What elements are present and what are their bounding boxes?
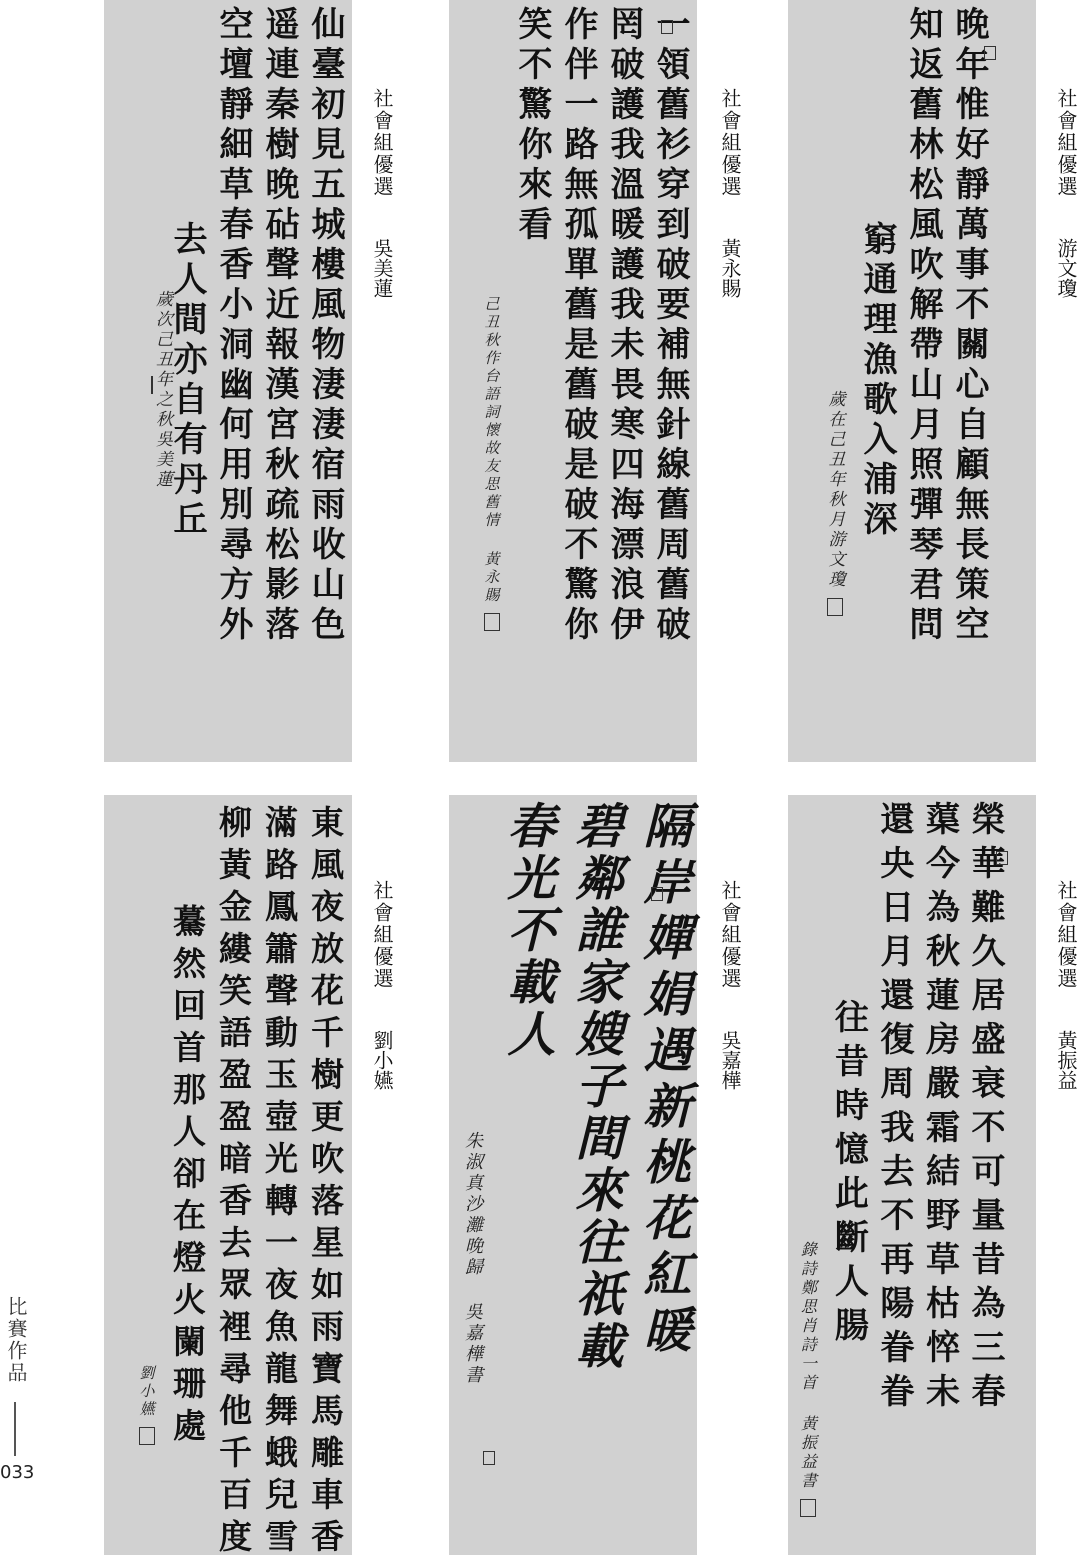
caption-3 [1052, 88, 1078, 298]
calligraphy-column: 隔岸嬋娟遇新桃花紅暖 [635, 801, 691, 1361]
calligraphy-column: 晚年惟好靜萬事不關心自顧無長策空 [949, 6, 989, 646]
caption-author: 吳美蓮 [370, 238, 394, 298]
calligraphy-column [822, 801, 869, 1549]
seal-stamp [661, 20, 673, 34]
inscription-column [136, 805, 158, 1549]
seal-stamp [483, 1451, 495, 1465]
inscription: 歲次己丑年之秋吳美蓮 [152, 290, 172, 490]
calligraphy-text [457, 801, 691, 1549]
caption-author: 黃振益 [1054, 1030, 1078, 1090]
calligraphy-column: 春光不載人 [499, 801, 555, 1061]
caption-2 [716, 88, 745, 298]
calligraphy-column: 蕖今為秋蓮房嚴霜結野草枯悴未 [919, 801, 960, 1417]
caption-group: 社會組優選 [1054, 880, 1078, 990]
section-label: 比賽作品 [4, 1296, 28, 1384]
calligraphy-column: 榮華難久居盛衰不可量昔為三春 [965, 801, 1005, 1417]
calligraphy-column [160, 805, 207, 1549]
calligraphy-column-text: 驀然回首那人卻在燈火闌珊處 [168, 904, 207, 1450]
calligraphy-column [152, 6, 207, 756]
calligraphy-column-text: 往昔時憶此斷人腸 [828, 999, 869, 1351]
calligraphy-column: 還央日月還復周我去不再陽眷眷 [873, 801, 914, 1417]
page-number: 033 [0, 1462, 35, 1483]
calligraphy-text [457, 6, 690, 756]
calligraphy-column: 作伴一路無孤單舊是舊破是破不驚你 [558, 6, 598, 646]
caption-5 [716, 880, 745, 1090]
calligraphy-text [796, 801, 1005, 1549]
caption-group: 社會組優選 [370, 880, 394, 990]
caption-1 [368, 88, 397, 298]
calligraphy-column [850, 6, 897, 756]
inscription-block [459, 1131, 485, 1386]
caption-6 [1052, 880, 1078, 1090]
calligraphy-column: 東風夜放花千樹更吹落星如雨寶馬雕車香 [306, 805, 345, 1561]
inscription: 錄詩鄭思肖詩一首 黃振益書 [798, 1241, 818, 1491]
calligraphy-column-text: 去人間亦自有丹丘 [167, 221, 207, 541]
caption-author: 劉小嬿 [370, 1030, 394, 1090]
inscription: 歲在己丑年秋月游文瓊 [824, 390, 845, 590]
seal-stamp [139, 1427, 155, 1445]
inscription: 劉小嬿 [137, 1365, 156, 1419]
seal-stamp [996, 851, 1008, 865]
calligraphy-column: 笑不驚你來看 [512, 6, 552, 246]
calligraphy-column-text: 窮通理漁歌入浦深 [857, 221, 897, 541]
inscription-column [822, 6, 848, 756]
inscription: 己丑秋作台語詞懷故友思舊情 黃永賜 [482, 296, 501, 605]
calligraphy-column: 知返舊林松風吹解帶山月照彈琴君問 [903, 6, 943, 646]
divider-line [14, 1402, 16, 1456]
seal-stamp [151, 376, 153, 394]
calligraphy-column: 一領舊衫穿到破要補無針線舊周舊破 [650, 6, 690, 646]
artwork-panel-5 [449, 795, 697, 1555]
calligraphy-column: 仙臺初見五城樓風物淒淒宿雨收山色 [305, 6, 345, 646]
inscription-column [481, 6, 503, 756]
artwork-panel-4 [104, 795, 352, 1561]
caption-4 [368, 880, 397, 1090]
caption-author: 游文瓊 [1054, 238, 1078, 298]
caption-author: 黃永賜 [718, 238, 742, 298]
calligraphy-text [112, 6, 345, 756]
seal-stamp [800, 1499, 816, 1517]
caption-group: 社會組優選 [718, 880, 742, 990]
caption-group: 社會組優選 [718, 88, 742, 198]
calligraphy-text [112, 805, 345, 1561]
calligraphy-column: 滿路鳳簫聲動玉壺光轉一夜魚龍舞蛾兒雪 [260, 805, 299, 1561]
artwork-panel-3 [788, 0, 1036, 762]
seal-stamp [484, 613, 500, 631]
seal-stamp [984, 46, 996, 60]
caption-author: 吳嘉樺 [718, 1030, 742, 1090]
artwork-panel-6 [788, 795, 1036, 1555]
calligraphy-column: 碧鄰誰家嫂子間來往祇載 [567, 801, 623, 1373]
artwork-panel-2 [449, 0, 697, 762]
seal-stamp [827, 598, 843, 616]
calligraphy-text [796, 6, 989, 756]
inscription: 朱淑真沙灘晚歸 吳嘉樺書 [462, 1131, 483, 1386]
caption-group: 社會組優選 [370, 88, 394, 198]
seal-stamp [651, 887, 663, 901]
inscription-column [796, 801, 820, 1549]
calligraphy-column: 柳黃金縷笑語盈盈暗香去眾裡尋他千百度 [214, 805, 253, 1561]
calligraphy-column: 遥連秦樹晚砧聲近報漢宮秋疏松影落 [259, 6, 299, 646]
caption-group: 社會組優選 [1054, 88, 1078, 198]
calligraphy-column: 罔破護我溫暖護我未畏寒四海漂浪伊 [604, 6, 644, 646]
artwork-panel-1 [104, 0, 352, 762]
calligraphy-column: 空壇靜細草春香小洞幽何用別尋方外 [213, 6, 253, 646]
